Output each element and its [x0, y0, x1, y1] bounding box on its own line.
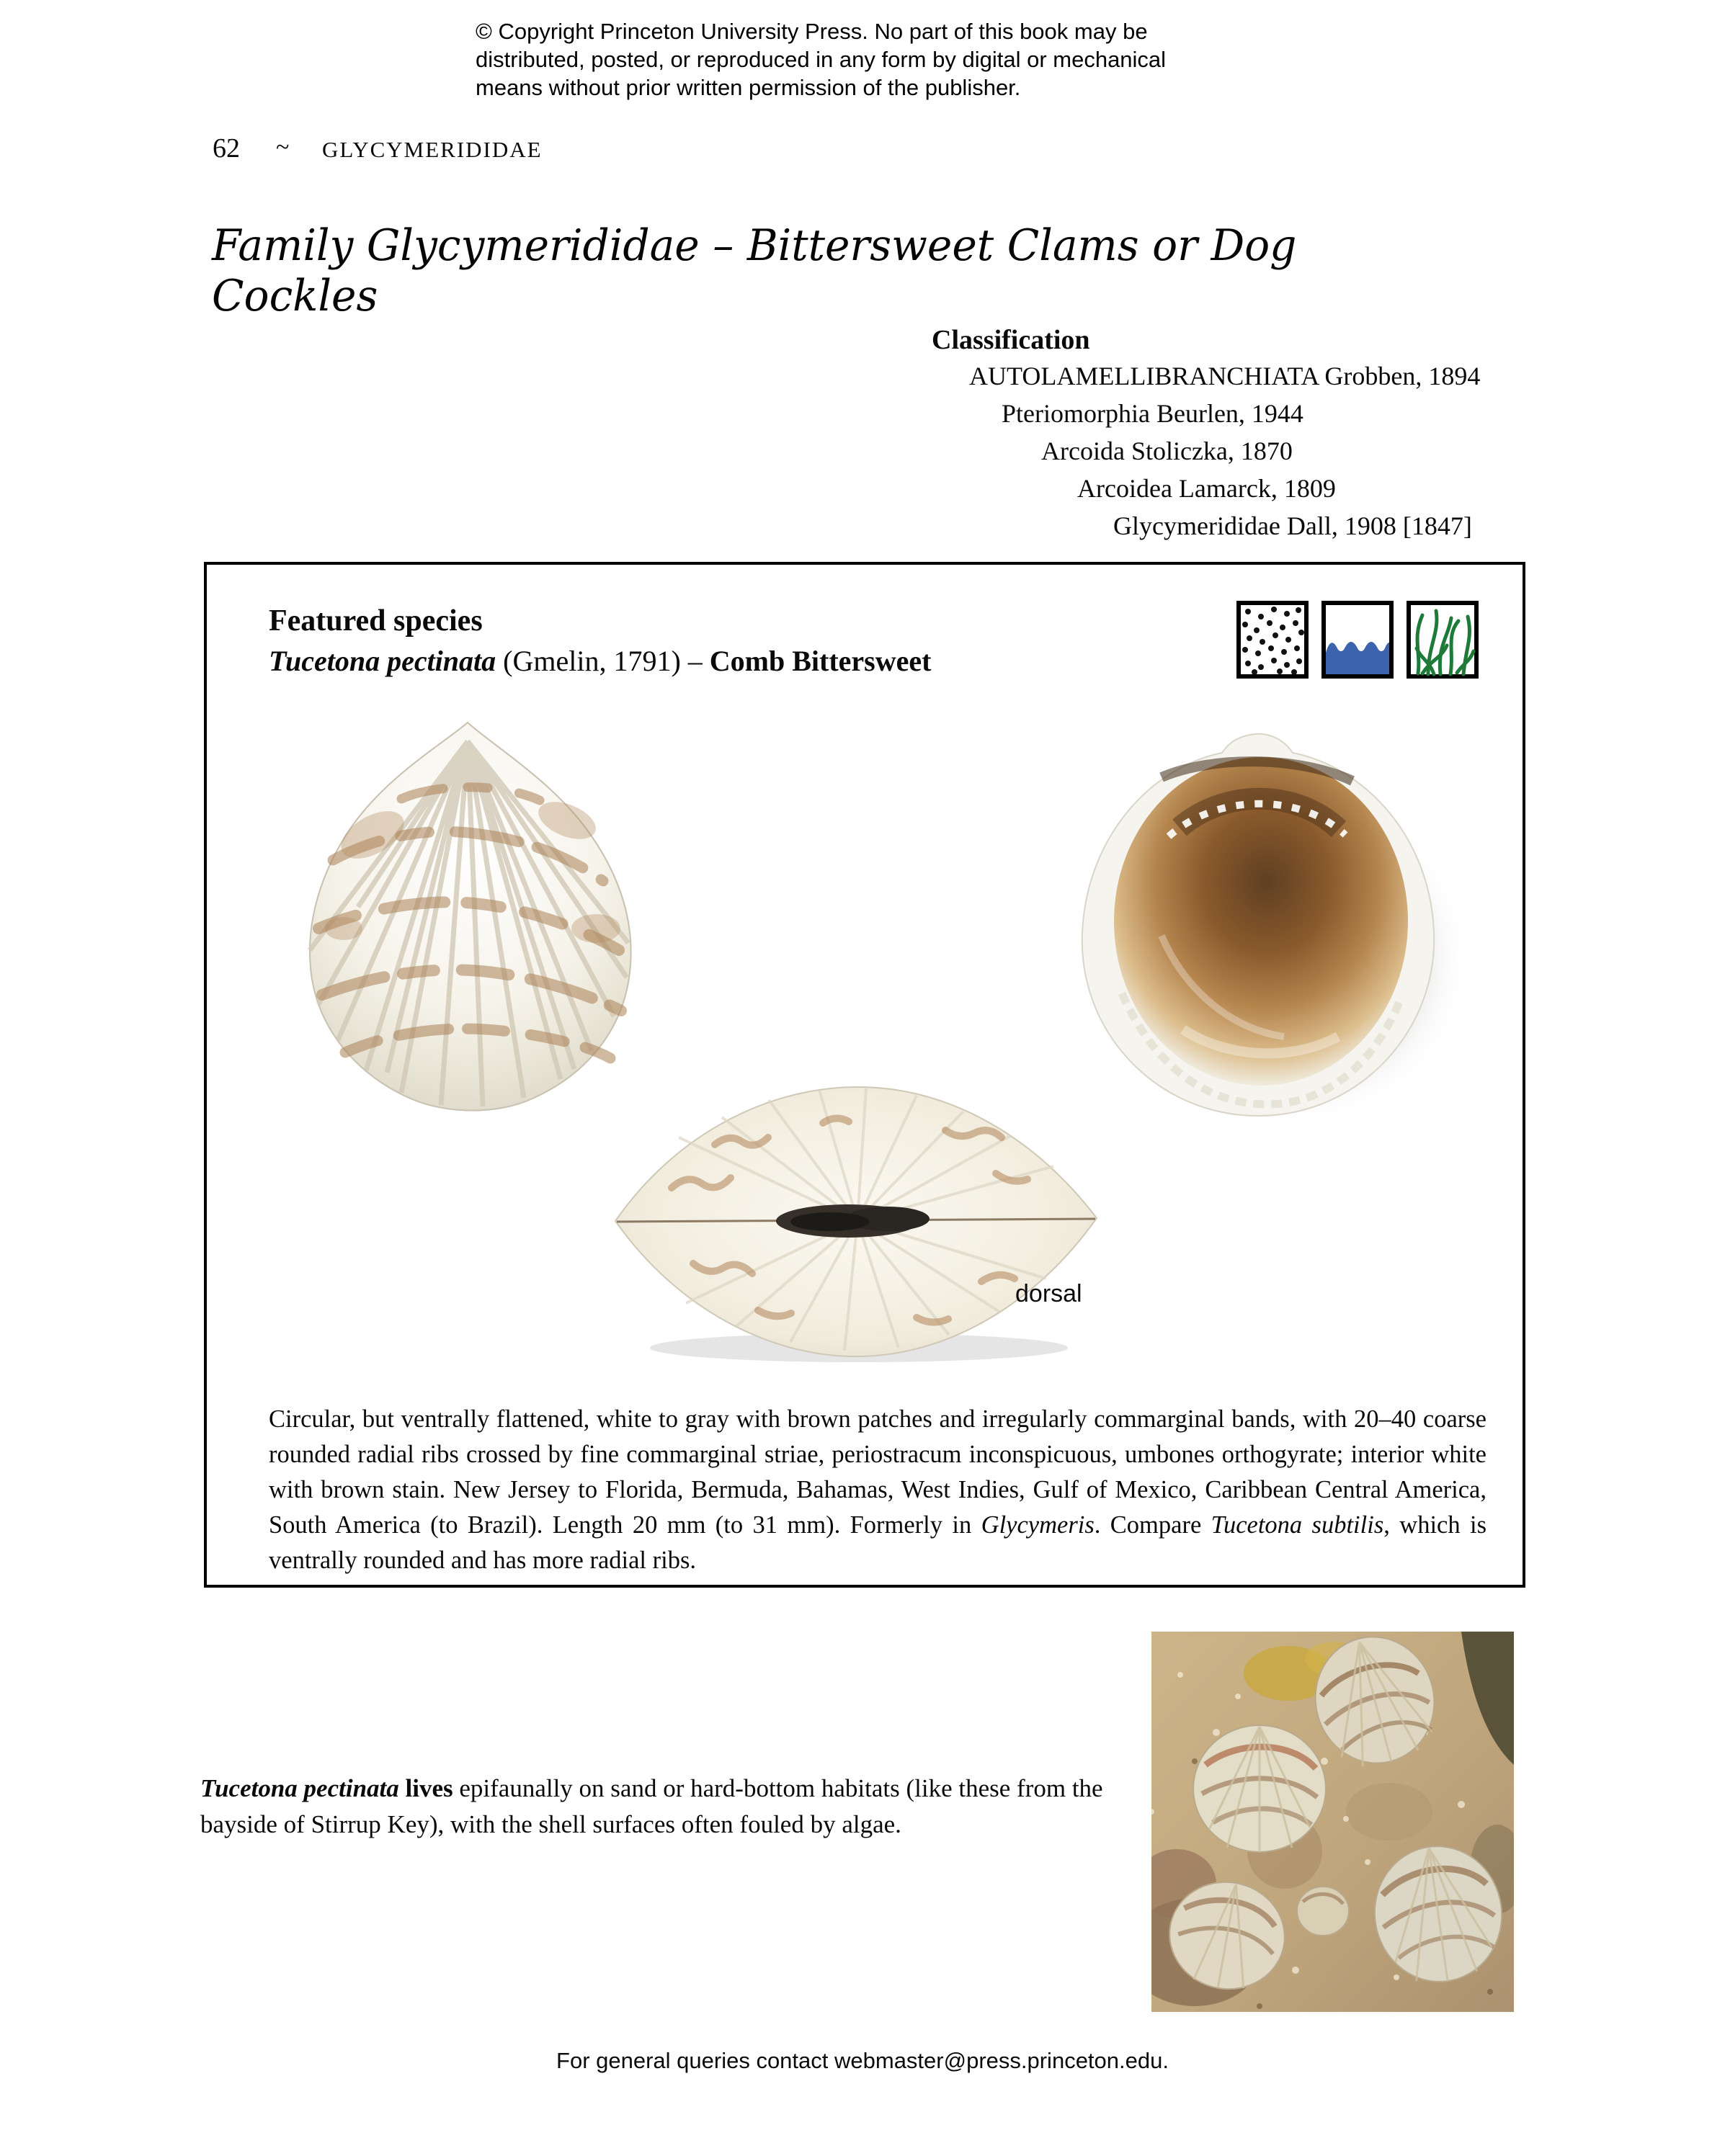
- shell-exterior-photo: [264, 712, 675, 1116]
- habitat-icon-row: [1236, 601, 1479, 679]
- classification-line: Arcoida Stoliczka, 1870: [1041, 437, 1293, 465]
- species-description: [269, 1402, 1486, 1578]
- classification-line: Glycymerididae Dall, 1908 [1847]: [1113, 511, 1472, 540]
- featured-species-box: [204, 562, 1525, 1588]
- seagrass-habitat-icon: [1407, 601, 1479, 679]
- text-segment: lives: [398, 1774, 453, 1802]
- copyright-line: distributed, posted, or reproduced in any form by digital or mechanical: [476, 47, 1167, 72]
- classification-line: AUTOLAMELLIBRANCHIATA Grobben, 1894: [969, 362, 1481, 390]
- text-segment: Tucetona pectinata: [200, 1774, 399, 1802]
- text-segment: Circular, but ventrally flattened, white to gray with brown patches and irregularly commarginal bands, with 20–40 coarse rounded radial ribs crossed by fine commarginal striae, periostracum inconspicuous, umbones orthogyrate; interior white with brown stain. New Jersey to Florida, Bermuda, Bahamas, West Indies, Gulf of Mexico, Caribbean Central America, South America (to Brazil). Length 20 mm (to 31 mm). Formerly in: [269, 1405, 1486, 1539]
- running-title: GLYCYMERIDIDAE: [322, 137, 543, 162]
- page-title: Family Glycymerididae – Bittersweet Clams or Dog Cockles: [212, 220, 1297, 321]
- classification-block: [932, 323, 1480, 545]
- habitat-photo: [1151, 1632, 1514, 2012]
- dorsal-view-label: dorsal: [1015, 1280, 1082, 1307]
- copyright-line: means without prior written permission of the publisher.: [476, 75, 1021, 100]
- text-segment: epifaunally on sand or hard-bottom habitats (like these from the bayside of Stirrup Key), with the shell surfaces often fouled by algae.: [200, 1774, 1103, 1838]
- page-number: 62: [213, 133, 240, 164]
- copyright-line: © Copyright Princeton University Press. No part of this book may be: [476, 19, 1148, 44]
- copyright-notice: [476, 17, 1166, 102]
- shell-interior-photo: [1053, 720, 1471, 1130]
- text-segment: Comb Bittersweet: [709, 645, 932, 677]
- sand-habitat-icon: [1236, 601, 1309, 679]
- tilde-separator: ~: [276, 134, 290, 161]
- text-segment: Glycymeris: [981, 1511, 1095, 1539]
- shell-dorsal-photo: [607, 1080, 1111, 1364]
- text-segment: , which is ventrally rounded and has more radial ribs.: [269, 1511, 1486, 1574]
- text-segment: Tucetona pectinata: [269, 645, 496, 677]
- classification-line: Arcoidea Lamarck, 1809: [1077, 474, 1336, 503]
- featured-species-heading: Featured species: [269, 604, 483, 638]
- classification-lines: [932, 357, 1480, 545]
- footer-query-line: For general queries contact webmaster@press.princeton.edu.: [556, 2048, 1169, 2073]
- habitat-caption: [200, 1771, 1159, 1843]
- text-segment: (Gmelin, 1791) –: [496, 645, 710, 677]
- water-habitat-icon: [1321, 601, 1394, 679]
- species-name-line: [269, 644, 931, 678]
- classification-line: Pteriomorphia Beurlen, 1944: [1002, 399, 1303, 428]
- text-segment: . Compare: [1094, 1511, 1211, 1539]
- classification-heading: Classification: [932, 325, 1090, 355]
- text-segment: Tucetona subtilis: [1211, 1511, 1384, 1539]
